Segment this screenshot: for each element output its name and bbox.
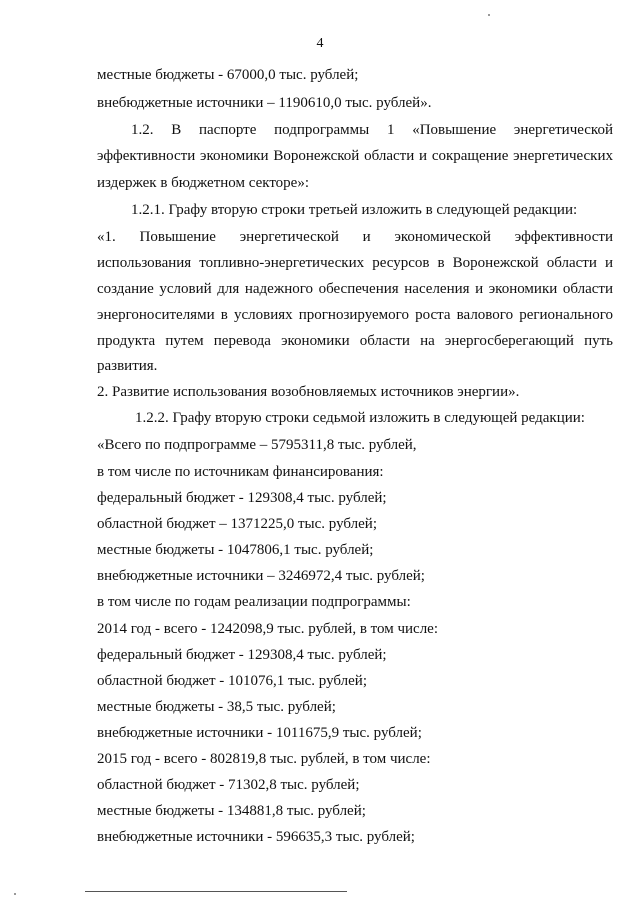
text-line: 1.2. В паспорте подпрограммы 1 «Повышение энергетической <box>131 122 613 138</box>
text-line: местные бюджеты - 67000,0 тыс. рублей; <box>97 67 359 83</box>
text-line: 1.2.1. Графу вторую строки третьей изложить в следующей редакции: <box>131 202 578 218</box>
text-line: развития. <box>97 358 158 374</box>
text-line: 1.2.2. Графу вторую строки седьмой изложить в следующей редакции: <box>135 410 585 426</box>
text-line: эффективности экономики Воронежской области и сокращение энергетических <box>97 148 613 164</box>
text-line: местные бюджеты - 1047806,1 тыс. рублей; <box>97 542 374 558</box>
text-line: областной бюджет – 1371225,0 тыс. рублей; <box>97 516 377 532</box>
text-line: издержек в бюджетном секторе»: <box>97 175 310 191</box>
scan-speck <box>488 14 490 16</box>
text-line: 2015 год - всего - 802819,8 тыс. рублей, в том числе: <box>97 751 431 767</box>
text-line: внебюджетные источники - 1011675,9 тыс. рублей; <box>97 725 422 741</box>
text-line: в том числе по годам реализации подпрограммы: <box>97 594 411 610</box>
text-line: использования топливно-энергетических ресурсов в Воронежской области и <box>97 255 613 271</box>
text-line: 2. Развитие использования возобновляемых источников энергии». <box>97 384 520 400</box>
scan-speck <box>14 893 16 895</box>
text-line: внебюджетные источники – 1190610,0 тыс. рублей». <box>97 95 432 111</box>
text-line: «1. Повышение энергетической и экономической эффективности <box>97 229 613 245</box>
text-line: местные бюджеты - 134881,8 тыс. рублей; <box>97 803 366 819</box>
text-line: областной бюджет - 101076,1 тыс. рублей; <box>97 673 367 689</box>
text-line: местные бюджеты - 38,5 тыс. рублей; <box>97 699 336 715</box>
text-line: федеральный бюджет - 129308,4 тыс. рублей; <box>97 490 387 506</box>
text-line: внебюджетные источники - 596635,3 тыс. рублей; <box>97 829 415 845</box>
page-number: 4 <box>316 36 324 51</box>
text-line: «Всего по подпрограмме – 5795311,8 тыс. рублей, <box>97 437 417 453</box>
text-line: энергоносителями в условиях прогнозируемого роста валового регионального <box>97 307 613 323</box>
text-line: внебюджетные источники – 3246972,4 тыс. рублей; <box>97 568 425 584</box>
text-line: федеральный бюджет - 129308,4 тыс. рублей; <box>97 647 387 663</box>
text-line: в том числе по источникам финансирования: <box>97 464 384 480</box>
text-line: 2014 год - всего - 1242098,9 тыс. рублей, в том числе: <box>97 621 439 637</box>
text-line: создание условий для надежного обеспечения населения и экономики области <box>97 281 613 297</box>
text-line: продукта путем перевода экономики области на энергосберегающий путь <box>97 333 613 349</box>
text-line: областной бюджет - 71302,8 тыс. рублей; <box>97 777 360 793</box>
footer-rule <box>85 891 347 892</box>
